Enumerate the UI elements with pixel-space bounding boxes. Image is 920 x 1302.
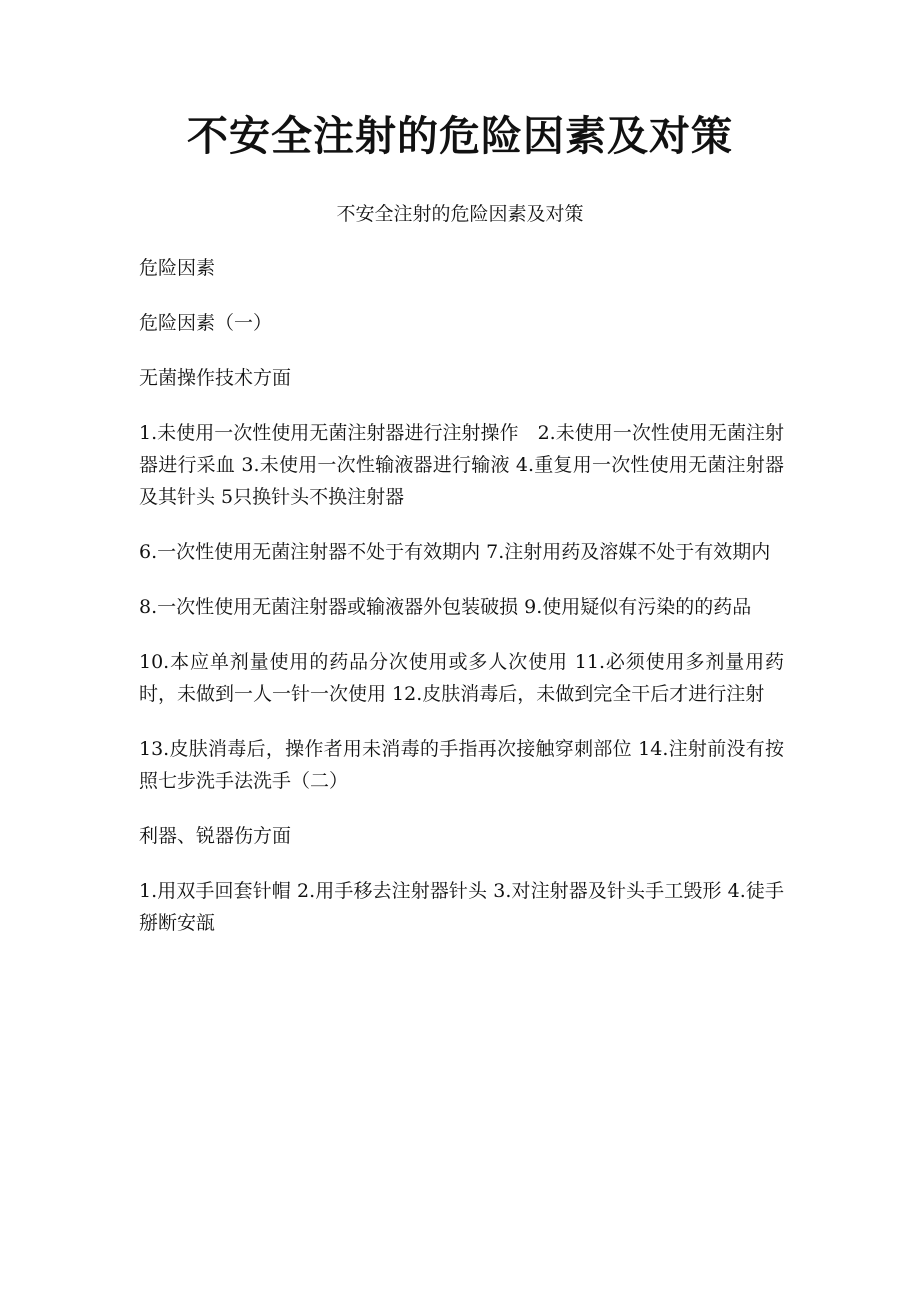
category-heading: 无菌操作技术方面 (139, 367, 292, 389)
body-paragraph: 1.用双手回套针帽 2.用手移去注射器针头 3.对注射器及针头手工毁形 4.徒手掰断安瓿 (139, 880, 784, 934)
document-body (139, 252, 784, 962)
document-subtitle: 不安全注射的危险因素及对策 (336, 203, 584, 225)
body-paragraph: 13.皮肤消毒后，操作者用未消毒的手指再次接触穿刺部位 14.注射前没有按照七步洗手法洗手（二） (139, 738, 784, 792)
body-paragraph: 8.一次性使用无菌注射器或输液器外包装破损 9.使用疑似有污染的的药品 (139, 596, 752, 618)
subsection-heading: 危险因素（一） (139, 312, 273, 334)
category-heading: 利器、锐器伤方面 (139, 825, 292, 847)
section-heading: 危险因素 (139, 257, 216, 279)
body-paragraph: 6.一次性使用无菌注射器不处于有效期内 7.注射用药及溶媒不处于有效期内 (139, 541, 771, 563)
body-paragraph: 10.本应单剂量使用的药品分次使用或多人次使用 11.必须使用多剂量用药时，未做到一人一针一次使用 12.皮肤消毒后，未做到完全干后才进行注射 (139, 651, 784, 705)
body-paragraph: 1.未使用一次性使用无菌注射器进行注射操作 2.未使用一次性使用无菌注射器进行采血 3.未使用一次性输液器进行输液 4.重复用一次性使用无菌注射器及其针头 5只换针头不换注射器 (139, 422, 784, 508)
document-title: 不安全注射的危险因素及对策 (187, 112, 733, 160)
